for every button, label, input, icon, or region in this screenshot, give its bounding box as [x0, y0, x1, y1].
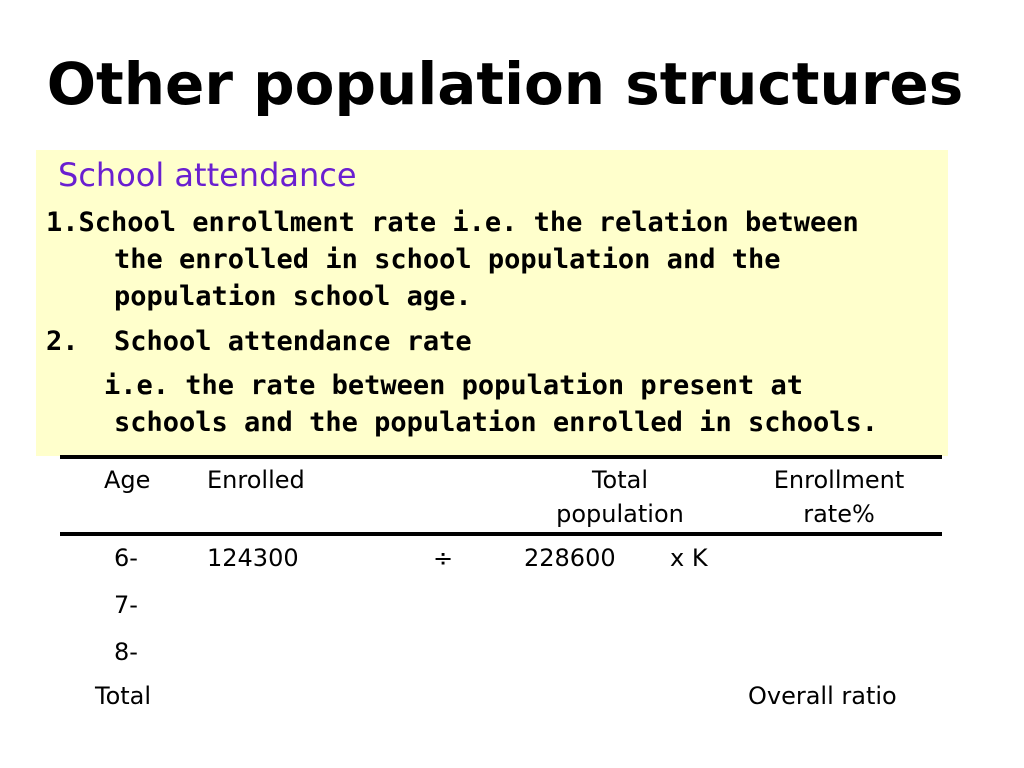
- row-age: 7-: [114, 591, 138, 619]
- row-enrolled: 124300: [207, 544, 299, 572]
- header-total-population-2: population: [556, 500, 684, 528]
- slide-title: Other population structures: [46, 50, 964, 118]
- table-header-rule: [60, 532, 942, 536]
- header-rate-1: Enrollment: [773, 466, 905, 494]
- item2-title: School attendance rate: [114, 326, 472, 357]
- header-age: Age: [104, 466, 151, 494]
- header-rate-2: rate%: [803, 500, 875, 528]
- row-age: 8-: [114, 638, 138, 666]
- subheading: School attendance: [58, 156, 357, 194]
- footer-total-label: Total: [95, 682, 152, 710]
- row-multiplier: x K: [670, 544, 708, 572]
- item2-number: 2.: [46, 326, 79, 357]
- item1-line2: the enrolled in school population and the: [114, 244, 781, 275]
- row-operator: ÷: [433, 544, 454, 572]
- item2-line1: i.e. the rate between population present at: [104, 370, 803, 401]
- header-total-population-1: Total: [591, 466, 649, 494]
- table-top-rule: [60, 455, 942, 459]
- item2-line2: schools and the population enrolled in schools.: [114, 407, 879, 438]
- row-age: 6-: [114, 544, 138, 572]
- item1-line3: population school age.: [114, 281, 472, 312]
- item1-line1: 1.School enrollment rate i.e. the relation between: [46, 207, 859, 238]
- header-enrolled: Enrolled: [207, 466, 305, 494]
- row-total: 228600: [524, 544, 616, 572]
- footer-overall-ratio: Overall ratio: [748, 682, 897, 710]
